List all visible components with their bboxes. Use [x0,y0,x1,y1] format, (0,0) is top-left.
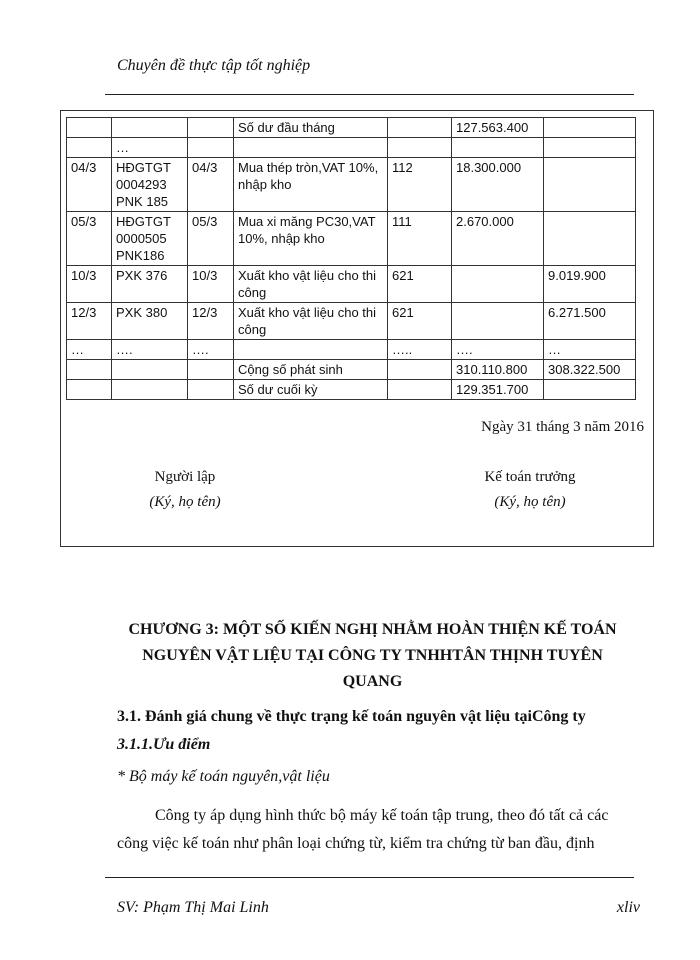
ledger-cell [188,380,234,400]
ledger-cell: Số dư cuối kỳ [234,380,388,400]
ledger-cell: 9.019.900 [544,266,636,303]
ledger-row [67,118,636,138]
ledger-cell: Mua thép tròn,VAT 10%, nhập kho [234,158,388,212]
ledger-cell: HĐGTGT 0004293 PNK 185 [112,158,188,212]
ledger-row [67,138,636,158]
ledger-cell: PXK 380 [112,303,188,340]
signature-note: (Ký, họ tên) [494,494,566,510]
ledger-cell [452,138,544,158]
ledger-cell: 12/3 [188,303,234,340]
ledger-cell: 310.110.800 [452,360,544,380]
ledger-cell [188,360,234,380]
ledger-row [67,158,636,212]
signature-preparer [120,469,250,511]
ledger-cell: 6.271.500 [544,303,636,340]
signature-title: Kế toán trưởng [484,469,576,485]
ledger-cell: HĐGTGT 0000505 PNK186 [112,212,188,266]
ledger-cell: 129.351.700 [452,380,544,400]
ledger-cell: 05/3 [188,212,234,266]
ledger-cell: 18.300.000 [452,158,544,212]
ledger-cell: … [112,138,188,158]
ledger-cell: 04/3 [67,158,112,212]
ledger-cell [188,118,234,138]
section-heading: 3.1. Đánh giá chung về thực trạng kế toán nguyên vật liệu tạiCông ty [117,708,586,725]
ledger-cell [67,138,112,158]
paragraph-line: công việc kế toán như phân loại chứng từ, kiểm tra chứng từ ban đầu, định [117,835,595,852]
footer-rule [105,877,634,878]
ledger-row [67,266,636,303]
signature-note: (Ký, họ tên) [149,494,221,510]
ledger-cell [112,360,188,380]
subsection-heading: 3.1.1.Ưu điểm [117,736,211,753]
ledger-cell: …. [452,340,544,360]
paragraph-line: Công ty áp dụng hình thức bộ máy kế toán tập trung, theo đó tất cả các [155,807,609,824]
ledger-cell [234,340,388,360]
footer-author: SV: Phạm Thị Mai Linh [117,899,269,916]
ledger-cell [188,138,234,158]
ledger-cell [544,380,636,400]
ledger-cell: Số dư đầu tháng [234,118,388,138]
ledger-cell: PXK 376 [112,266,188,303]
ledger-cell [388,380,452,400]
ledger-cell: 127.563.400 [452,118,544,138]
ledger-cell: …. [112,340,188,360]
ledger-cell [388,360,452,380]
ledger-cell: 621 [388,303,452,340]
ledger-cell: 112 [388,158,452,212]
chapter-title-line: NGUYÊN VẬT LIỆU TẠI CÔNG TY TNHHTÂN THỊNH TUYÊN [142,647,603,664]
header-rule [105,94,634,95]
ledger-row [67,340,636,360]
date-line: Ngày 31 tháng 3 năm 2016 [481,419,644,435]
ledger-cell: 2.670.000 [452,212,544,266]
chapter-title [100,617,645,695]
ledger-cell [544,212,636,266]
ledger-cell: … [544,340,636,360]
chapter-title-line: QUANG [342,673,403,690]
bullet-subheading: * Bộ máy kế toán nguyên,vật liệu [117,768,330,785]
ledger-cell [544,118,636,138]
ledger-cell: 04/3 [188,158,234,212]
ledger-cell [112,118,188,138]
ledger-table [66,117,636,400]
ledger-cell: Cộng số phát sinh [234,360,388,380]
ledger-cell: 12/3 [67,303,112,340]
ledger-cell [67,380,112,400]
ledger-cell: Xuất kho vật liệu cho thi công [234,266,388,303]
ledger-cell: 308.322.500 [544,360,636,380]
ledger-cell: 10/3 [188,266,234,303]
footer-page-number: xliv [616,899,640,916]
ledger-cell [67,118,112,138]
ledger-cell [544,138,636,158]
ledger-cell [388,138,452,158]
signature-title: Người lập [154,469,216,485]
ledger-cell [388,118,452,138]
ledger-cell: …. [188,340,234,360]
ledger-row [67,212,636,266]
ledger-cell [112,380,188,400]
ledger-cell [234,138,388,158]
ledger-cell: 111 [388,212,452,266]
ledger-cell [544,158,636,212]
running-header-title: Chuyên đề thực tập tốt nghiệp [117,57,311,74]
ledger-body [67,118,636,400]
ledger-cell: 10/3 [67,266,112,303]
ledger-cell: ….. [388,340,452,360]
ledger-row [67,303,636,340]
ledger-cell: 621 [388,266,452,303]
ledger-cell: Mua xi măng PC30,VAT 10%, nhập kho [234,212,388,266]
ledger-cell: … [67,340,112,360]
body-paragraph [117,802,637,858]
ledger-cell [67,360,112,380]
signature-chief-accountant [455,469,605,511]
ledger-cell [452,303,544,340]
ledger-cell [452,266,544,303]
chapter-title-line: CHƯƠNG 3: MỘT SỐ KIẾN NGHỊ NHẰM HOÀN THIỆN KẾ TOÁN [128,621,617,638]
ledger-row [67,360,636,380]
ledger-cell: Xuất kho vật liệu cho thi công [234,303,388,340]
ledger-cell: 05/3 [67,212,112,266]
ledger-row [67,380,636,400]
